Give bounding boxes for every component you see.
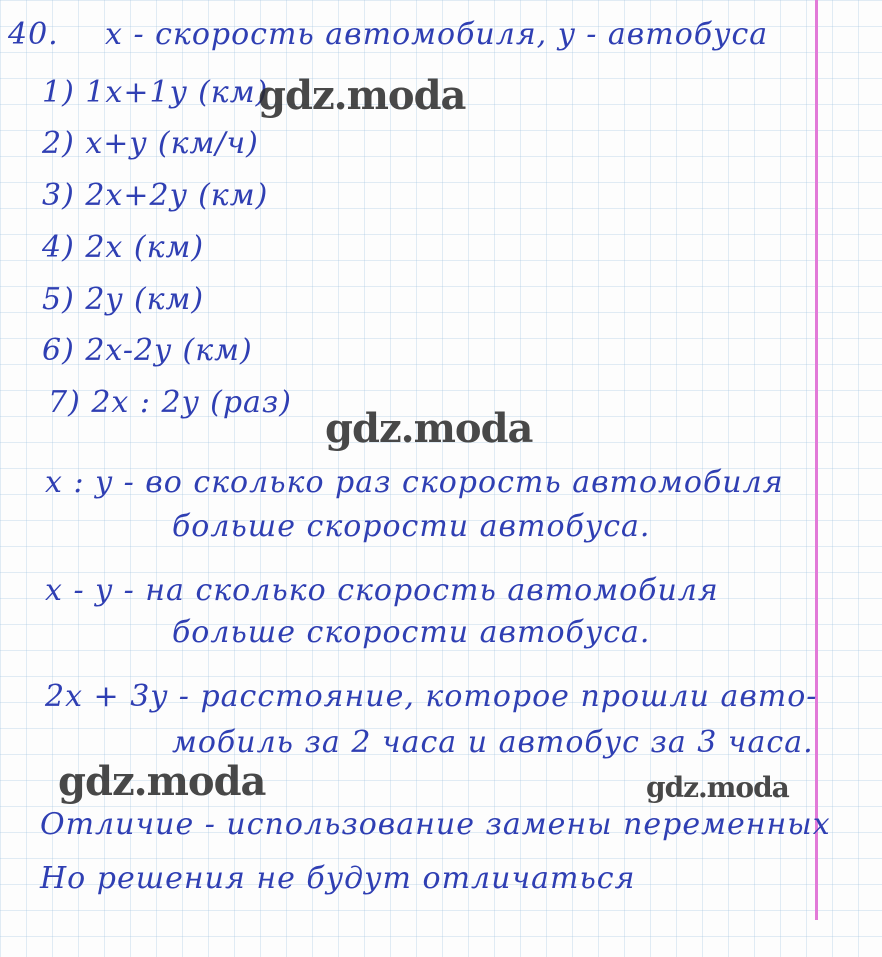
conclusion-line2: Но решения не будут отличаться (40, 861, 636, 896)
explanation-distance-line1: 2x + 3y - расстояние, которое прошли авто- (45, 679, 818, 714)
item-expression: 2x : 2y (91, 385, 200, 420)
item-expression: 2x (85, 230, 124, 265)
watermark: gdz.moda (325, 405, 533, 452)
watermark: gdz.moda (258, 72, 466, 119)
item-3 (42, 179, 268, 213)
item-expression: 1x+1y (85, 75, 188, 110)
item-unit: (раз) (210, 385, 292, 420)
item-label: 1) (42, 75, 75, 110)
item-expression: 2y (85, 282, 124, 317)
item-unit: (км) (182, 333, 253, 368)
item-label: 4) (42, 230, 75, 265)
problem-number: 40. (8, 17, 59, 52)
item-label: 3) (42, 178, 75, 213)
item-5 (42, 283, 204, 317)
item-label: 6) (42, 333, 75, 368)
item-unit: (км) (198, 178, 269, 213)
problem-definition: x - скорость автомобиля, y - автобуса (105, 17, 769, 52)
notebook-margin-line (815, 0, 818, 920)
conclusion-line1: Отличие - использование замены переменных (40, 807, 831, 842)
item-expression: 2x+2y (85, 178, 188, 213)
explanation-ratio-line2: больше скорости автобуса. (172, 509, 651, 544)
item-label: 7) (48, 385, 81, 420)
item-expression: 2x-2y (85, 333, 172, 368)
watermark: gdz.moda (646, 771, 789, 804)
item-4 (42, 231, 204, 265)
item-6 (42, 334, 253, 368)
explanation-distance-line2: мобиль за 2 часа и автобус за 3 часа. (172, 725, 814, 760)
watermark: gdz.moda (58, 758, 266, 805)
item-label: 2) (42, 126, 75, 161)
item-unit: (км) (198, 75, 269, 110)
item-2 (42, 127, 259, 161)
item-unit: (км/ч) (157, 126, 259, 161)
item-unit: (км) (133, 282, 205, 317)
item-label: 5) (42, 282, 75, 317)
explanation-ratio-line1: x : y - во сколько раз скорость автомобиля (45, 465, 784, 500)
item-7 (48, 386, 292, 420)
explanation-difference-line2: больше скорости автобуса. (172, 615, 651, 650)
item-expression: x+y (85, 126, 148, 161)
item-1 (42, 76, 268, 110)
explanation-difference-line1: x - y - на сколько скорость автомобиля (45, 573, 719, 608)
item-unit: (км) (133, 230, 205, 265)
